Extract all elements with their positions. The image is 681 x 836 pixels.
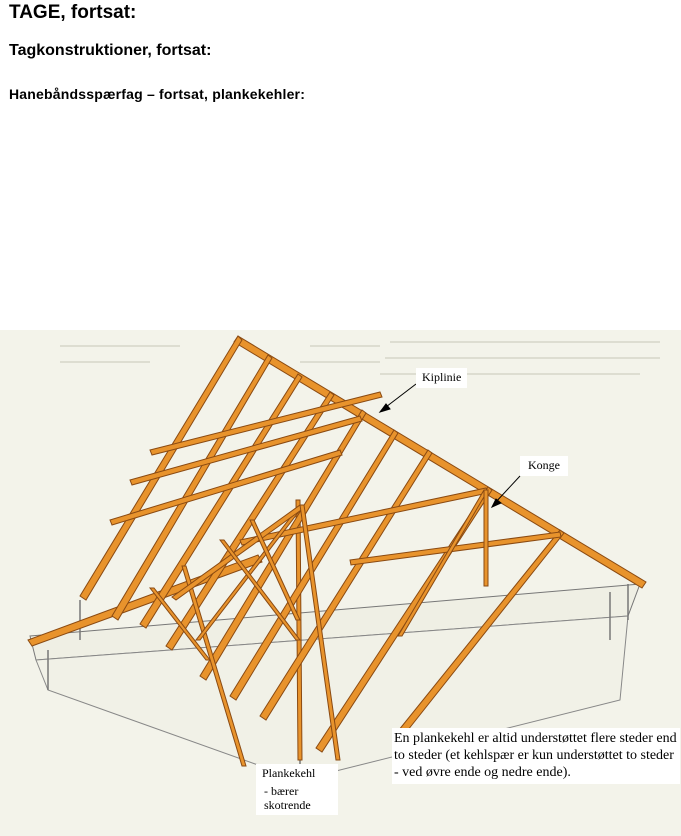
section-heading: Tagkonstruktioner, fortsat: [9, 42, 212, 59]
plankekehl-title: Plankekehl [262, 766, 316, 780]
kiplinie-label: Kiplinie [416, 368, 467, 388]
konge-label: Konge [520, 456, 568, 476]
plankekehl-label [256, 764, 338, 815]
subsection-heading: Hanebåndsspærfag – fortsat, plankekehler: [9, 86, 306, 102]
page-title: TAGE, fortsat: [9, 2, 137, 23]
figure-caption: En plankekehl er altid understøttet flere steder end to steder (et kehlspær er kun understøttet to steder - ved øvre ende og nedre ende). [392, 728, 680, 784]
plankekehl-note: - bærer skotrende [264, 783, 311, 812]
